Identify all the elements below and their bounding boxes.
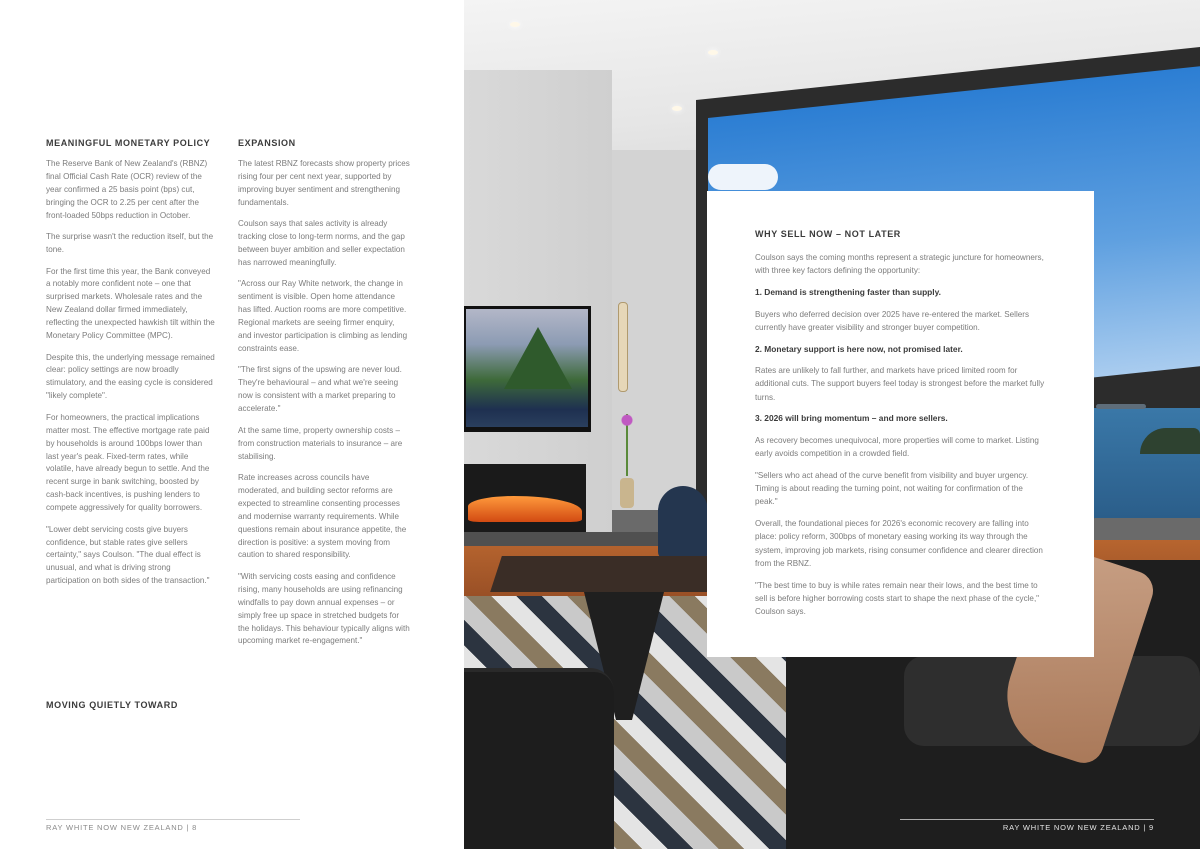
photo-island: [1096, 404, 1146, 409]
photo-hearth: [464, 532, 664, 546]
card-paragraph: Buyers who deferred decision over 2025 have re-entered the market. Sellers currently have greater visibility and stronger buyer competition.: [755, 309, 1029, 332]
paragraph: For homeowners, the practical implications matter most. The effective mortgage rate paid by households is around 100bps lower than last year's peak. Fixed-term rates, while volatile, have already begun to settle. And the recent surge in bank switching, boosted by cash-back incentives, is pushing lenders to compete aggressively for quality borrowers.: [46, 412, 210, 513]
photo-vase: [620, 478, 634, 508]
photo-downlight: [672, 106, 682, 111]
paragraph: "Across our Ray White network, the change in sentiment is visible. Open home attendance has lifted. Auction rooms are more competitive. Regional markets are seeing firmer enquiry, and investor participation is climbing as lending constraints ease.: [238, 279, 408, 353]
footer-divider: [46, 819, 300, 820]
paragraph: "The first signs of the upswing are never loud. They're behavioural – and what we're seeing now is consistent with a market preparing to accelerate.": [238, 365, 402, 414]
paragraph: Rate increases across councils have moderated, and building sector reforms are expected to streamline consenting processes and modernise warranty requirements. While questions remain about insurance appetite, the direction is positive: a system moving from caution to shared responsibility.: [238, 473, 407, 560]
photo-tv: [464, 306, 591, 432]
section-heading-moving-quietly: MOVING QUIETLY TOWARD: [46, 700, 178, 710]
footer-divider: [900, 819, 1154, 820]
why-sell-now-card: [707, 191, 1094, 657]
card-paragraph: Rates are unlikely to fall further, and markets have priced limited room for additional cuts. The support buyers feel today is strongest before the market fully turns.: [755, 366, 1045, 402]
paragraph: The Reserve Bank of New Zealand's (RBNZ) final Official Cash Rate (OCR) review of the year confirmed a 25 basis point (bps) cut, bringing the OCR to 2.25 per cent after the front-loaded 50bps reduction in October.: [46, 159, 208, 220]
photo-wall-lamp: [618, 302, 628, 392]
column-expansion: [238, 138, 410, 657]
card-point-3: 3. 2026 will bring momentum – and more sellers.: [755, 413, 948, 424]
photo-coffee-table: [490, 556, 738, 592]
paragraph: "With servicing costs easing and confidence rising, many households are using refinancing windfalls to pay down annual expenses – or simply free up space in stretched budgets for the holidays. This behaviour typically aligns with upcoming market re-engagement.": [238, 571, 410, 646]
paragraph: The surprise wasn't the reduction itself, but the tone.: [46, 232, 214, 255]
page-footer-left: RAY WHITE NOW NEW ZEALAND | 8: [46, 823, 198, 832]
photo-fire: [468, 496, 582, 522]
photo-cloud: [708, 164, 778, 190]
photo-bean-bag: [658, 486, 708, 560]
left-page: [0, 0, 464, 849]
photo-orchid: [618, 414, 636, 476]
card-paragraph: Overall, the foundational pieces for 2026's economic recovery are falling into place: policy reform, 300bps of monetary easing working its way through the system, improving job markets, rising consumer confidence and clearer direction from the RBNZ.: [755, 519, 1043, 568]
paragraph: "Lower debt servicing costs give buyers confidence, but stable rates give sellers certainty," says Coulson. "The dual effect is unusual, and what is driving strong participation on both sides of the transaction.": [46, 524, 210, 586]
section-heading: MEANINGFUL MONETARY POLICY: [46, 138, 211, 148]
paragraph: For the first time this year, the Bank conveyed a notably more confident note – one that surprised markets. Wholesale rates and the New Zealand dollar firmed immediately, reflecting the unexpected hawkish tilt within the Monetary Policy Committee (MPC).: [46, 266, 215, 341]
column-monetary-policy: [46, 138, 216, 597]
card-paragraph: As recovery becomes unequivocal, more properties will come to market. Listing early avoids competition in a crowded field.: [755, 435, 1039, 459]
card-point-2: 2. Monetary support is here now, not promised later.: [755, 343, 963, 354]
card-intro: Coulson says the coming months represent a strategic juncture for homeowners, with three key factors defining the opportunity:: [755, 253, 1044, 276]
photo-downlight: [510, 22, 520, 27]
photo-downlight: [708, 50, 718, 55]
paragraph: The latest RBNZ forecasts show property prices rising four per cent next year, supported by improving buyer sentiment and strengthening fundamentals.: [238, 159, 410, 207]
photo-sea: [1094, 408, 1200, 518]
section-heading: EXPANSION: [238, 138, 296, 148]
photo-tv-mountain: [504, 327, 572, 389]
page-footer-right: RAY WHITE NOW NEW ZEALAND | 9: [1002, 823, 1154, 832]
paragraph: Coulson says that sales activity is already tracking close to long-term norms, and the gap between buyer ambition and seller expectation has narrowed meaningfully.: [238, 219, 405, 267]
card-quote: "Sellers who act ahead of the curve benefit from visibility and buyer urgency. Timing is about reading the turning point, not waiting for confirmation of the peak.": [755, 470, 1029, 507]
photo-sofa-left: [464, 672, 614, 849]
paragraph: At the same time, property ownership costs – from construction materials to insurance – are stabilising.: [238, 425, 403, 461]
paragraph: Despite this, the underlying message remained clear: policy settings are now broadly stimulatory, and the easing cycle is considered "likely complete".: [46, 352, 215, 401]
card-heading: WHY SELL NOW – NOT LATER: [755, 229, 901, 239]
photo-tv-screen: [466, 309, 588, 427]
photo-fireplace: [464, 464, 586, 532]
card-quote: "The best time to buy is while rates remain near their lows, and the best time to sell is before higher borrowing costs start to shape the next phase of the cycle," Coulson says.: [755, 580, 1040, 616]
card-point-1: 1. Demand is strengthening faster than supply.: [755, 287, 941, 297]
